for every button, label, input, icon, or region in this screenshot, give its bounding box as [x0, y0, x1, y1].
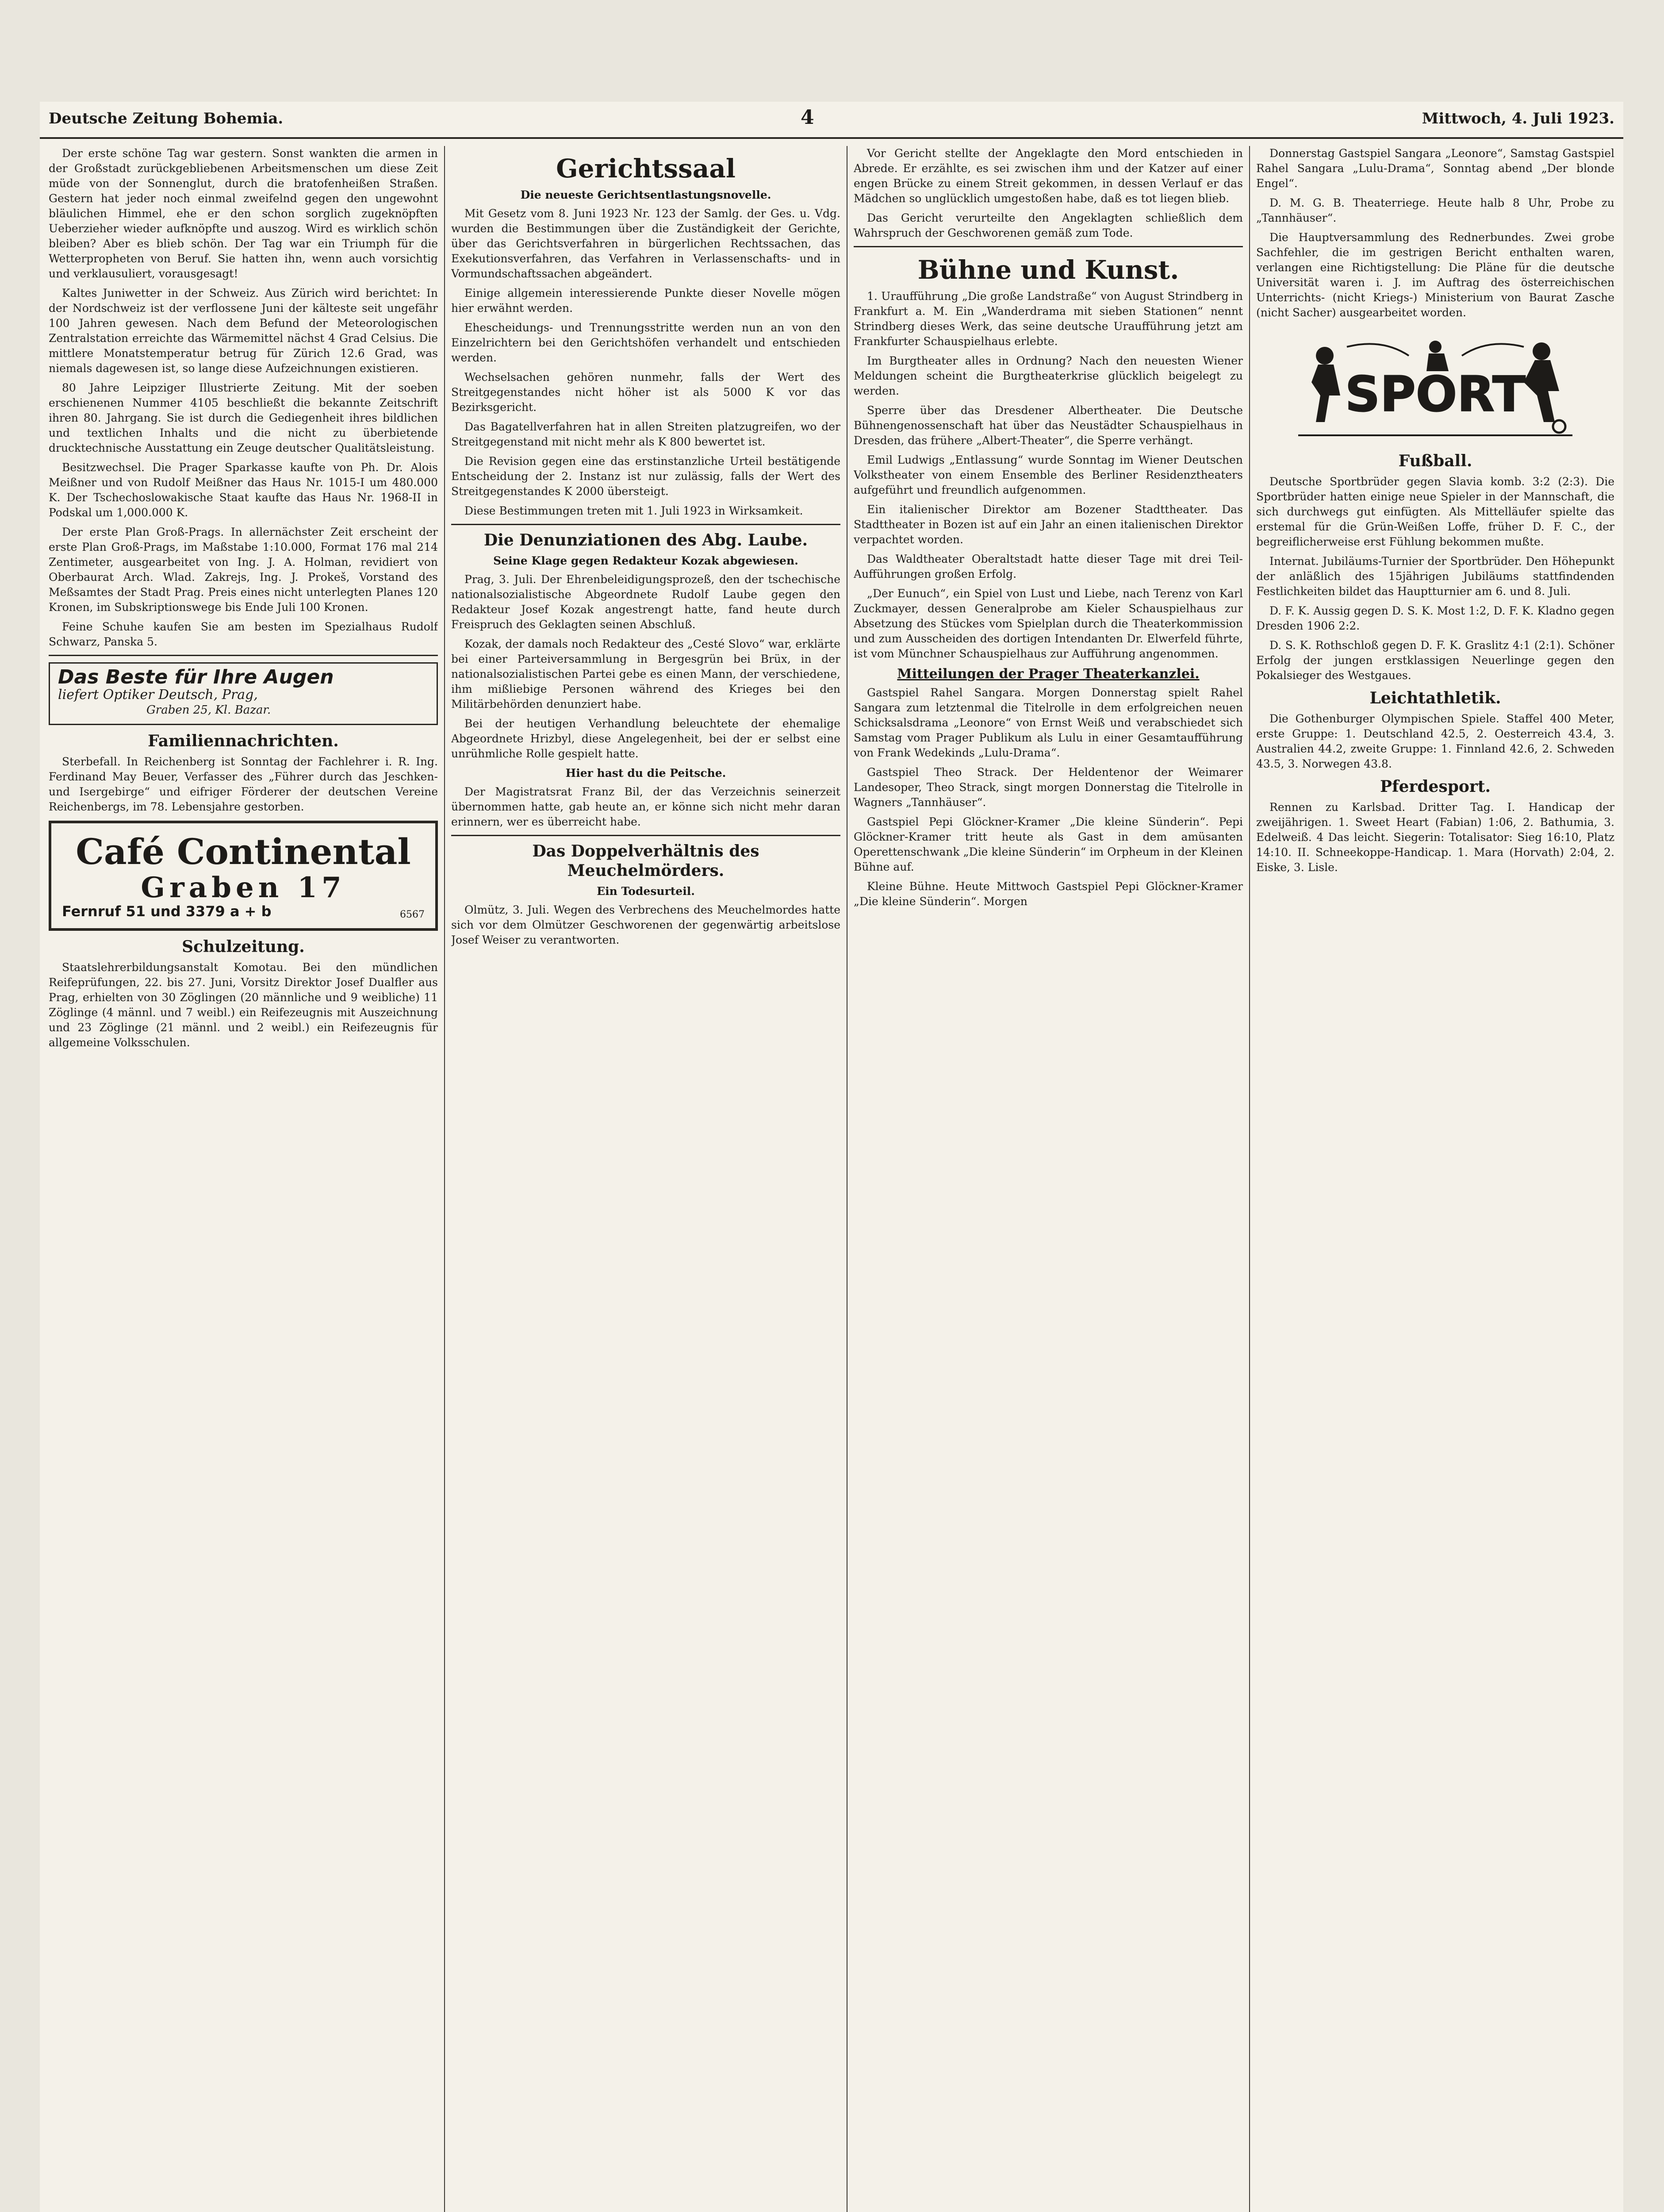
article-paragraph: Gastspiel Pepi Glöckner-Kramer „Die kleine Sünderin“. Pepi Glöckner-Kramer tritt heute als Gast in dem amüsanten Operettenschwank „Die kleine Sünderin“ im Orpheum in der Kleinen Bühne auf.	[854, 815, 1243, 873]
article-paragraph: Gastspiel Theo Strack. Der Heldentenor der Weimarer Landesoper, Theo Strack, singt morgen Donnerstag die Titelrolle in Wagners „Tannhäuser“.	[854, 766, 1243, 809]
section-heading: Fußball.	[1398, 452, 1472, 470]
article-paragraph: Einige allgemein interessierende Punkte dieser Novelle mögen hier erwähnt werden.	[451, 287, 840, 315]
divider	[854, 246, 1243, 247]
sport-logo-text: SPORT	[1345, 366, 1526, 422]
section-heading: Leichtathletik.	[1369, 689, 1501, 707]
article-paragraph: Im Burgtheater alles in Ordnung? Nach den neuesten Wiener Meldungen scheint die Burgtheaterkrise glücklich beigelegt zu werden.	[854, 354, 1243, 397]
article-paragraph: Gastspiel Rahel Sangara. Morgen Donnerstag spielt Rahel Sangara zum letztenmal die Titelrolle in dem erfolgreichen neuen Schicksalsdrama „Leonore“ von Ernst Weiß und verabschiedet sich Samstag vom Prager Publikum als Lulu in einer Gesamtaufführung von Frank Wedekinds „Lulu-Drama“.	[854, 686, 1243, 759]
article-subheadline: Seine Klage gegen Redakteur Kozak abgewiesen.	[493, 554, 798, 567]
section-heading: Pferdesport.	[1380, 777, 1491, 796]
divider	[451, 524, 840, 525]
article-paragraph: Der Magistratsrat Franz Bil, der das Verzeichnis seinerzeit übernommen hatte, gab heute an, er könne sich nicht mehr daran erinnern, wer es überreicht habe.	[451, 785, 840, 828]
article-paragraph: „Der Eunuch“, ein Spiel von Lust und Liebe, nach Terenz von Karl Zuckmayer, dessen Generalprobe am Kieler Schauspielhaus zur Absetzung des Stückes vom Spielplan durch die Theaterkommission und zum Ausscheiden des dortigen Intendanten Dr. Elwerfeld führte, ist vom Münchner Schauspielhaus zur Aufführung angenommen.	[854, 587, 1243, 660]
section-heading: Bühne und Kunst.	[917, 255, 1179, 285]
section-heading: Mitteilungen der Prager Theaterkanzlei.	[897, 666, 1200, 682]
article-paragraph: Das Waldtheater Oberaltstadt hatte dieser Tage mit drei Teil-Aufführungen großen Erfolg.	[854, 553, 1243, 580]
article-paragraph: Kleine Bühne. Heute Mittwoch Gastspiel Pepi Glöckner-Kramer „Die kleine Sünderin“. Morgen	[854, 880, 1243, 908]
article-paragraph: Prag, 3. Juli. Der Ehrenbeleidigungsprozeß, den der tschechische nationalsozialistische Abgeordnete Rudolf Laube gegen den Redakteur Josef Kozak angestrengt hatte, fand heute durch Freispruch des Geklagten seinen Abschluß.	[451, 573, 840, 631]
ad-headline: Das Beste für Ihre Augen	[58, 666, 334, 688]
column-rule	[1249, 146, 1250, 2212]
centered-quote: Hier hast du die Peitsche.	[565, 767, 726, 780]
article-paragraph: Ein italienischer Direktor am Bozener Stadttheater. Das Stadttheater in Bozen ist auf ein Jahr an einen italienischen Direktor verpachtet worden.	[854, 503, 1243, 546]
newspaper-title: Deutsche Zeitung Bohemia.	[49, 110, 284, 127]
section-heading: Schulzeitung.	[182, 937, 305, 956]
article-paragraph: Kaltes Juniwetter in der Schweiz. Aus Zürich wird berichtet: In der Nordschweiz ist der verflossene Juni der kälteste seit ungefähr 100 Jahren gewesen. Nach dem Befund der Meteorologischen Zentralstation erreichte das Wärmemittel nächst 4 Grad Celsius. Die mittlere Monatstemperatur betrug für Zürich 12.6 Grad, was niemals dagewesen ist, so lange diese Aufzeichnungen existieren.	[49, 287, 438, 375]
divider	[451, 835, 840, 836]
article-paragraph: Staatslehrerbildungsanstalt Komotau. Bei den mündlichen Reifeprüfungen, 22. bis 27. Juni, Vorsitz Direktor Josef Dualfler aus Prag, erhielten von 30 Zöglingen (20 männliche und 9 weibliche) 11 Zöglinge (4 männl. und 7 weibl.) ein Reifezeugnis mit Auszeichnung und 23 Zöglinge (21 männl. und 2 weibl.) ein Reifezeugnis für allgemeine Volksschulen.	[49, 961, 438, 1049]
article-paragraph: Der erste Plan Groß-Prags. In allernächster Zeit erscheint der erste Plan Groß-Prags, im Maßstabe 1:10.000, Format 176 mal 214 Zentimeter, ausgearbeitet von Ing. J. A. Holman, revidiert von Oberbaurat Arch. Wlad. Zakrejs, Ing. J. Prokeš, Vorstand des Meßsamtes der Stadt Prag. Preis eines nicht unterlegten Planes 120 Kronen, im Subskriptionswege bis Ende Juli 100 Kronen.	[49, 526, 438, 614]
article-paragraph: Diese Bestimmungen treten mit 1. Juli 1923 in Wirksamkeit.	[464, 504, 803, 517]
article-subheadline: Ein Todesurteil.	[597, 885, 695, 898]
section-heading: Gerichtssaal	[556, 154, 736, 184]
article-paragraph: 1. Uraufführung „Die große Landstraße“ von August Strindberg in Frankfurt a. M. Ein „Wanderdrama mit sieben Stationen“ nennt Strindberg dieses Werk, das seine deutsche Uraufführung jetzt am Frankfurter Schauspielhaus erlebte.	[854, 290, 1243, 348]
article-paragraph: Die Gothenburger Olympischen Spiele. Staffel 400 Meter, erste Gruppe: 1. Deutschland 42.5, 2. Oesterreich 43.4, 3. Australien 44.2, zweite Gruppe: 1. Finnland 42.6, 2. Schweden 43.5, 3. Norwegen 43.8.	[1256, 712, 1614, 770]
article-paragraph: Die Revision gegen eine das erstinstanzliche Urteil bestätigende Entscheidung der 2. Instanz ist nur zulässig, falls der Wert des Streitgegenstandes K 2000 übersteigt.	[451, 455, 840, 498]
column-1	[49, 146, 438, 2212]
column-4	[1256, 146, 1614, 2212]
article-headline: Das Doppelverhältnis des Meuchelmörders.	[532, 842, 759, 880]
article-paragraph: Die Hauptversammlung des Rednerbundes. Zwei grobe Sachfehler, die im gestrigen Bericht enthalten waren, verlangen eine Richtigstellung: Die Pläne für die deutsche Universität waren i. J. im Auftrag des österreichischen Unterrichts- (nicht Kriegs-) Ministerium von Baurat Zasche (nicht Sacher) ausgearbeitet worden.	[1256, 231, 1614, 319]
article-paragraph: Vor Gericht stellte der Angeklagte den Mord entschieden in Abrede. Er erzählte, es sei zwischen ihm und der Katzer auf einer engen Brücke zu einem Streit gekommen, in dessen Verlauf er das Mädchen so unglücklich umgestoßen habe, daß es tot liegen blieb.	[854, 147, 1243, 205]
article-paragraph: Besitzwechsel. Die Prager Sparkasse kaufte von Ph. Dr. Alois Meißner und von Rudolf Meißner das Haus Nr. 1015-I um 480.000 K. Der Tschechoslowakische Staat kaufte das Haus Nr. 1968-II in Podskal um 1,000.000 K.	[49, 461, 438, 519]
ad-headline: Café Continental	[76, 831, 411, 872]
article-paragraph: Ehescheidungs- und Trennungsstritte werden nun an von den Einzelrichtern bei den Gerichtshöfen verhandelt und entschieden werden.	[451, 321, 840, 364]
article-paragraph: Bei der heutigen Verhandlung beleuchtete der ehemalige Abgeordnete Hrizbyl, diese Angelegenheit, bei der er selbst eine unrühmliche Rolle gespielt hatte.	[451, 717, 840, 760]
article-paragraph: D. M. G. B. Theaterriege. Heute halb 8 Uhr, Probe zu „Tannhäuser“.	[1256, 196, 1614, 224]
article-paragraph: Das Bagatellverfahren hat in allen Streiten platzugreifen, wo der Streitgegenstand mit nicht mehr als K 800 bewertet ist.	[451, 420, 840, 448]
article-headline: Die neueste Gerichtsentlastungsnovelle.	[520, 188, 771, 201]
column-rule	[444, 146, 445, 2212]
article-paragraph: D. F. K. Aussig gegen D. S. K. Most 1:2, D. F. K. Kladno gegen Dresden 1906 2:2.	[1256, 604, 1614, 632]
optiker-advertisement	[49, 662, 438, 725]
article-headline: Die Denunziationen des Abg. Laube.	[483, 531, 808, 549]
article-paragraph: Mit Gesetz vom 8. Juni 1923 Nr. 123 der Samlg. der Ges. u. Vdg. wurden die Bestimmungen über die Zuständigkeit der Gerichte, über das Gerichtsverfahren in bürgerlichen Rechtssachen, das Exekutionsverfahren, das Verfahren in Verlassenschafts- und in Vormundschaftssachen abgeändert.	[451, 207, 840, 280]
article-paragraph: Sperre über das Dresdener Albertheater. Die Deutsche Bühnengenossenschaft hat über das Neustädter Schauspielhaus in Dresden, das frühere „Albert-Theater“, die Sperre verhängt.	[854, 404, 1243, 447]
article-paragraph: Der erste schöne Tag war gestern. Sonst wankten die armen in der Großstadt zurückgebliebenen Arbeitsmenschen um diese Zeit müde von der Sonnenglut, durch die bratofenheißen Straßen. Gestern hat jeder noch einmal zweifelnd gegen den ungewohnt bläulichen Himmel, ehe er den schon sorglich zugeknöpften Ueberzieher wieder aufknöpfte und auszog. Wird es wirklich schön bleiben? Aber es blieb schön. Der Tag war ein Triumph für die Wetterpropheten von Beruf. Sie hatten ihn, wenn auch vorsichtig und verklausuliert, vorausgesagt!	[49, 147, 438, 280]
newspaper-page	[40, 102, 1623, 2212]
ad-code: 6567	[400, 909, 425, 920]
page-number: 4	[801, 106, 814, 129]
section-heading: Familiennachrichten.	[148, 732, 339, 750]
article-paragraph: Kozak, der damals noch Redakteur des „Cesté Slovo“ war, erklärte bei einer Parteiversammlung in Bergesgrün bei Brüx, in der nationalsozialistischen Partei gebe es einen Mann, der verschiedene, ihm mißliebige Personen während des Krieges bei den Militärbehörden denunziert habe.	[451, 637, 840, 710]
sport-logo-illustration	[1294, 329, 1577, 444]
article-paragraph: Donnerstag Gastspiel Sangara „Leonore“, Samstag Gastspiel Rahel Sangara „Lulu-Drama“, Sonntag abend „Der blonde Engel“.	[1256, 147, 1614, 190]
ad-phone: Fernruf 51 und 3379 a + b	[62, 903, 272, 920]
page-header	[40, 102, 1623, 139]
article-paragraph: 80 Jahre Leipziger Illustrierte Zeitung. Mit der soeben erschienenen Nummer 4105 beschließt die bekannte Zeitschrift ihren 80. Jahrgang. Sie ist durch die Gediegenheit ihres bildlichen und textlichen Inhalts und die nicht zu überbietende drucktechnische Ausstattung ein Zeuge deutscher Qualitätsleistung.	[49, 381, 438, 454]
article-paragraph: Internat. Jubiläums-Turnier der Sportbrüder. Den Höhepunkt der anläßlich des 15jährigen Jubiläums stattfindenden Festlichkeiten bildet das Hauptturnier am 6. und 8. Juli.	[1256, 555, 1614, 598]
ad-text: liefert Optiker Deutsch, Prag,	[58, 687, 258, 703]
issue-date: Mittwoch, 4. Juli 1923.	[1422, 110, 1614, 127]
ad-address: Graben 25, Kl. Bazar.	[146, 703, 271, 717]
column-3	[854, 146, 1243, 2212]
article-paragraph: Emil Ludwigs „Entlassung“ wurde Sonntag im Wiener Deutschen Volkstheater von einem Ensemble des Berliner Residenztheaters aufgeführt und freundlich aufgenommen.	[854, 453, 1243, 496]
column-2	[451, 146, 840, 2212]
article-paragraph: Rennen zu Karlsbad. Dritter Tag. I. Handicap der zweijährigen. 1. Sweet Heart (Fabian) 1:06, 2. Bathumia, 3. Edelweiß. 4 Das leicht. Siegerin: Totalisator: Sieg 16:10, Platz 14:10. II. Schneekoppe-Handicap. 1. Mara (Horvath) 2:04, 2. Eiske, 3. Lisle.	[1256, 801, 1614, 874]
article-paragraph: Sterbefall. In Reichenberg ist Sonntag der Fachlehrer i. R. Ing. Ferdinand May Beuer, Verfasser des „Führer durch das Jeschken- und Isergebirge“ und eifriger Förderer der deutschen Vereine Reichenbergs, im 78. Lebensjahre gestorben.	[49, 755, 438, 813]
cafe-advertisement	[49, 821, 438, 931]
divider	[49, 655, 438, 656]
article-paragraph: Olmütz, 3. Juli. Wegen des Verbrechens des Meuchelmordes hatte sich vor dem Olmützer Geschworenen der gegenwärtig arbeitslose Josef Weiser zu verantworten.	[451, 903, 840, 946]
article-paragraph: Wechselsachen gehören nunmehr, falls der Wert des Streitgegenstandes nicht höher ist als 5000 K vor das Bezirksgericht.	[451, 371, 840, 414]
article-paragraph: Feine Schuhe kaufen Sie am besten im Spezialhaus Rudolf Schwarz, Panska 5.	[49, 620, 438, 648]
article-paragraph: Deutsche Sportbrüder gegen Slavia komb. 3:2 (2:3). Die Sportbrüder hatten einige neue Spieler in der Mannschaft, die sich durchwegs gut einfügten. Als Mittelläufer spielte das erstemal für die Grün-Weißen Loffe, früher D. F. C., der begreiflicherweise erst Fühlung bekommen mußte.	[1256, 475, 1614, 548]
article-paragraph: Das Gericht verurteilte den Angeklagten schließlich dem Wahrspruch der Geschworenen gemäß zum Tode.	[854, 211, 1243, 239]
article-paragraph: D. S. K. Rothschloß gegen D. F. K. Graslitz 4:1 (2:1). Schöner Erfolg der jungen erstklassigen Neuerlinge gegen den Pokalsieger des Westgaues.	[1256, 639, 1614, 682]
ad-address: Graben 17	[141, 871, 346, 904]
